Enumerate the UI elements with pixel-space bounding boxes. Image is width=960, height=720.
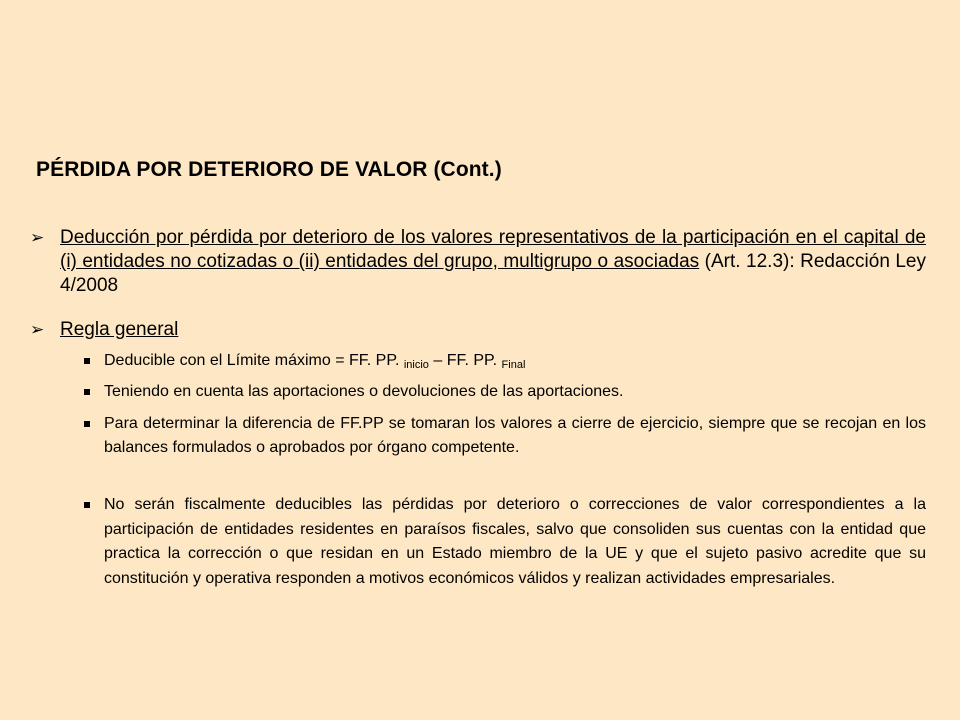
sub-bullet-aportaciones — [84, 380, 926, 404]
aportaciones-text: Teniendo en cuenta las aportaciones o devoluciones de las aportaciones. — [104, 383, 624, 400]
formula-text: Deducible con el Límite máximo = FF. PP. $_{inicio}$ – FF. PP. $_{Final}$ — [104, 352, 526, 371]
formula-sub-final: Final — [501, 359, 526, 371]
bullet-regla-text — [60, 318, 926, 342]
arrow-bullet-icon: ➢ — [30, 228, 45, 247]
sub-bullet-paraisos — [84, 493, 926, 591]
bullet-deduccion-underlined: Deducción por pérdida por deterioro de los valores representativos de la participación en el capital de (i) entidades no cotizadas o (ii) entidades del grupo, multigrupo o asociadas — [60, 227, 926, 272]
square-bullet-icon — [84, 389, 90, 395]
arrow-bullet-icon: ➢ — [30, 320, 45, 339]
formula-sub-inicio: inicio — [403, 359, 429, 371]
bullet-deduccion-rest: (Art. 12.3): Redacción Ley 4/2008 — [60, 251, 927, 296]
bullet-regla-general — [30, 318, 926, 342]
paraisos-text: No serán fiscalmente deducibles las pérdidas por deterioro o correcciones de valor correspondientes a la participación de entidades residentes en paraísos fiscales, salvo que consoliden sus cuentas con la entidad que practica la corrección o que residan en un Estado miembro de la UE y que el sujeto pasivo acredite que su constitución y operativa responden a motivos económicos válidos y realizan actividades empresariales. — [104, 496, 926, 587]
sub-bullet-formula — [84, 349, 926, 377]
square-bullet-icon — [84, 502, 90, 508]
sub-bullet-diferencia — [84, 412, 926, 460]
square-bullet-icon — [84, 358, 90, 364]
bullet-deduccion-text — [60, 226, 926, 298]
diferencia-text: Para determinar la diferencia de FF.PP se tomaran los valores a cierre de ejercicio, siempre que se recojan en los balances formulados o aprobados por órgano competente. — [104, 415, 926, 456]
bullet-regla-underlined: Regla general — [60, 319, 179, 340]
square-bullet-icon — [84, 421, 90, 427]
bullet-deduccion — [30, 226, 926, 298]
slide-title: PÉRDIDA POR DETERIORO DE VALOR (Cont.) — [36, 158, 502, 181]
